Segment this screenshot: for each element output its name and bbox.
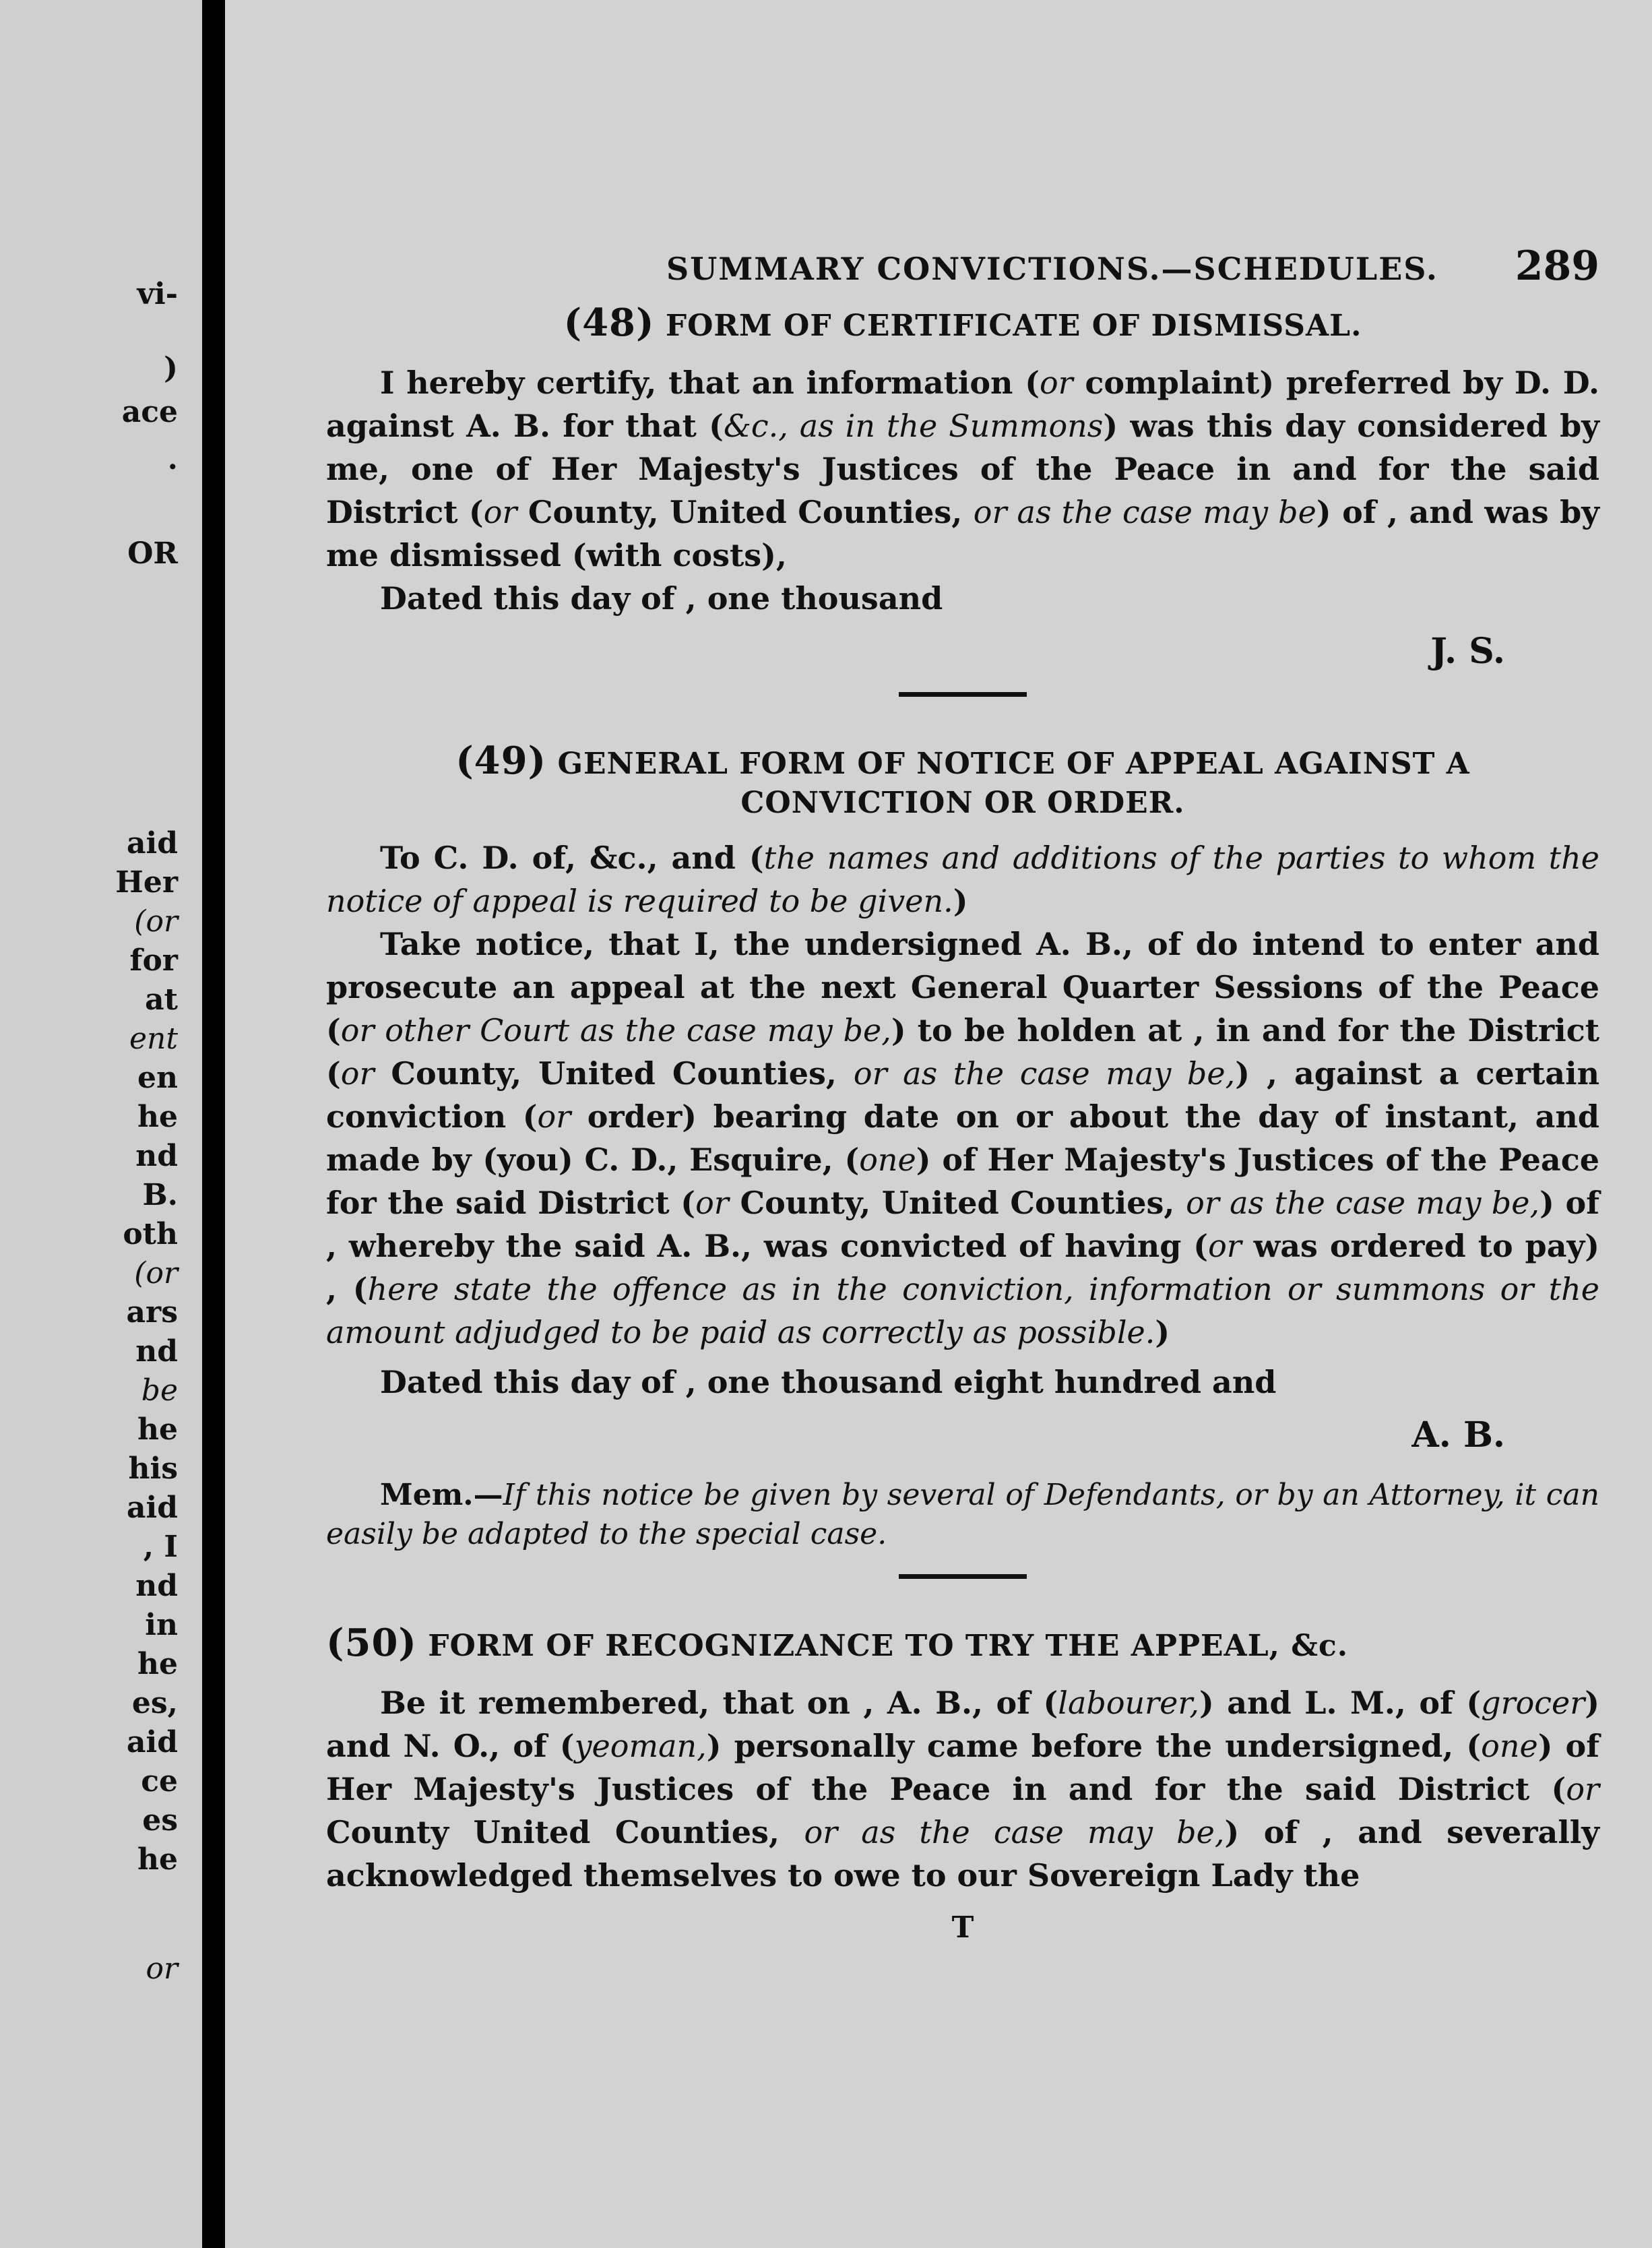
left-page-text-fragment: vi- bbox=[137, 277, 178, 311]
left-page-text-fragment: ars bbox=[126, 1295, 178, 1330]
left-page-text-fragment: nd bbox=[135, 1139, 178, 1173]
form-49-body: Take notice, that I, the undersigned A. B., of do intend to enter and prosecute an appeal at the next General Quarter Sessions of the Peace (or other Court as the case may be,) to be holden at , in and for the District (or County, United Counties, or as the case may be,) , against a certain conviction (or order) bearing date on or about the day of instant, and made by (you) C. D., Esquire, (one) of Her Majesty's Justices of the Peace for the said District (or County, United Counties, or as the case may be,) of , whereby the said A. B., was convicted of having (or was ordered to pay) , (here state the offence as in the conviction, information or summons or the amount adjudged to be paid as correctly as possible.) bbox=[326, 926, 1600, 1350]
left-page-text-fragment: he bbox=[137, 1100, 178, 1134]
page-number: 289 bbox=[1515, 243, 1599, 290]
left-page-text-fragment: . bbox=[167, 442, 178, 476]
book-gutter bbox=[202, 0, 225, 2248]
section-divider bbox=[899, 1574, 1027, 1579]
left-page-text-fragment: (or bbox=[134, 904, 178, 939]
left-page-text-fragment: in bbox=[145, 1608, 178, 1642]
form-50-body: Be it remembered, that on , A. B., of (labourer,) and L. M., of (grocer) and N. O., of (yeoman,) personally came before the undersigned, (one) of Her Majesty's Justices of the Peace in and for the said District (or County United Counties, or as the case may be,) of , and severally acknowledged themselves to owe to our Sovereign Lady the bbox=[326, 1685, 1600, 1894]
left-page-text-fragment: aid bbox=[127, 826, 178, 861]
section-divider bbox=[899, 692, 1027, 697]
form-48-title bbox=[326, 299, 1599, 346]
signature-mark: T bbox=[951, 1910, 974, 1945]
left-page-text-fragment: B. bbox=[142, 1178, 178, 1212]
left-page-text-fragment: ) bbox=[164, 351, 178, 385]
left-page-text-fragment: aid bbox=[127, 1725, 178, 1759]
form-49-title bbox=[326, 737, 1599, 821]
form-49-addressee: To C. D. of, &c., and (the names and additions of the parties to whom the notice of appeal is required to be given.) bbox=[326, 840, 1599, 919]
left-page-text-fragment: Her bbox=[115, 865, 178, 900]
left-page-text-fragment: he bbox=[137, 1647, 178, 1681]
form-48-body: I hereby certify, that an information (or complaint) preferred by D. D. against A. B. for that (&c., as in the Summons) was this day considered by me, one of Her Majesty's Justices of the Peace in and for the said District (or County, United Counties, or as the case may be) of , and was by me dismissed (with costs), bbox=[326, 365, 1599, 573]
form-48-number: (48) bbox=[563, 301, 655, 345]
left-page-fragment bbox=[0, 0, 202, 2248]
form-48-dated: Dated this day of , one thousand bbox=[380, 580, 943, 617]
left-page-text-fragment: nd bbox=[135, 1569, 178, 1603]
left-page-text-fragment: es bbox=[142, 1803, 178, 1838]
left-page-text-fragment: en bbox=[137, 1061, 178, 1095]
left-page-text-fragment: es, bbox=[131, 1686, 178, 1720]
running-head: SUMMARY CONVICTIONS.—SCHEDULES. bbox=[666, 251, 1438, 287]
left-page-text-fragment: ent bbox=[129, 1022, 178, 1056]
left-page-text-fragment: OR bbox=[127, 536, 178, 571]
page-content bbox=[326, 243, 1599, 1945]
form-49-memo: Mem.—If this notice be given by several of Defendants, or by an Attorney, it can easily be adapted to the special case. bbox=[326, 1478, 1599, 1551]
page bbox=[225, 0, 1652, 2248]
form-49-heading-line-2: CONVICTION OR ORDER. bbox=[740, 786, 1185, 820]
form-49-signature: A. B. bbox=[1411, 1414, 1505, 1456]
left-page-text-fragment: or bbox=[146, 1952, 178, 1986]
form-50-heading: FORM OF RECOGNIZANCE TO TRY THE APPEAL, &c. bbox=[428, 1629, 1349, 1663]
form-48-heading: FORM OF CERTIFICATE OF DISMISSAL. bbox=[665, 309, 1362, 343]
left-page-text-fragment: (or bbox=[134, 1256, 178, 1290]
form-49-number: (49) bbox=[455, 739, 547, 783]
left-page-text-fragment: oth bbox=[123, 1217, 178, 1251]
form-49-heading-line-1: GENERAL FORM OF NOTICE OF APPEAL AGAINST A bbox=[557, 747, 1470, 781]
memo-label: Mem.— bbox=[380, 1478, 503, 1512]
left-page-text-fragment: ce bbox=[141, 1764, 178, 1799]
left-page-text-fragment: be bbox=[141, 1373, 178, 1408]
left-page-text-fragment: he bbox=[137, 1842, 178, 1877]
left-page-text-fragment: aid bbox=[127, 1491, 178, 1525]
form-50-number: (50) bbox=[326, 1621, 417, 1665]
left-page-text-fragment: he bbox=[137, 1412, 178, 1447]
left-page-text-fragment: , I bbox=[143, 1530, 178, 1564]
page-header bbox=[326, 243, 1599, 290]
left-page-text-fragment: ace bbox=[121, 395, 178, 429]
left-page-text-fragment: for bbox=[129, 943, 178, 978]
left-page-text-fragment: nd bbox=[135, 1334, 178, 1369]
left-page-text-fragment: at bbox=[145, 982, 178, 1017]
form-48-signature: J. S. bbox=[1430, 631, 1505, 672]
form-49-dated: Dated this day of , one thousand eight hundred and bbox=[380, 1364, 1277, 1400]
left-page-text-fragment: his bbox=[128, 1451, 178, 1486]
form-50-title bbox=[326, 1619, 1599, 1666]
